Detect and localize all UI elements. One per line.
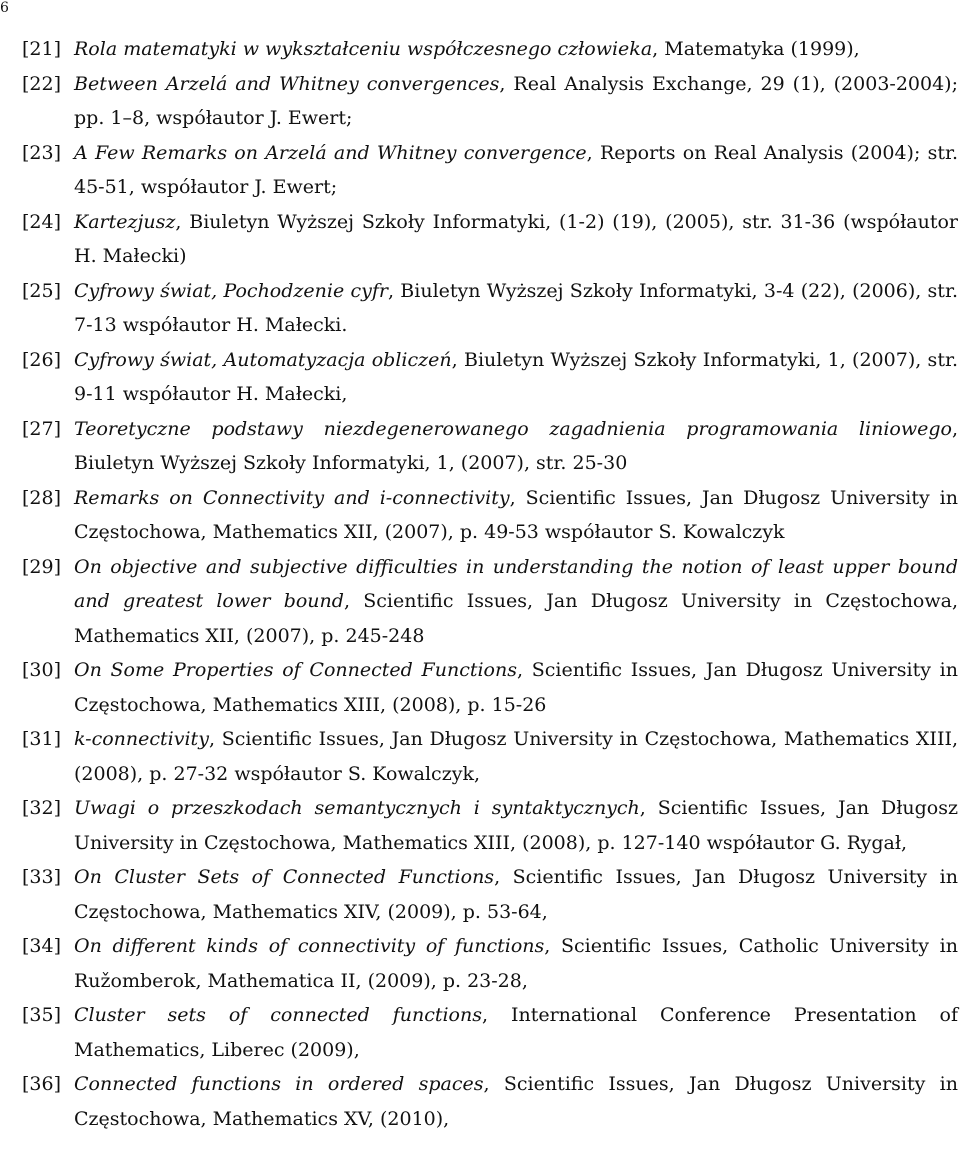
reference-details: , Real Analysis Exchange, 29 (1), (2003-2004); pp. 1–8, współautor J. Ewert; [74,72,958,129]
reference-item-36 [22,1067,958,1136]
reference-label: [35] [22,1004,62,1026]
reference-title: Cyfrowy świat, Automatyzacja obliczeń [74,348,452,371]
reference-item-27 [22,412,958,481]
reference-body [74,1067,958,1136]
reference-label: [27] [22,417,62,440]
reference-item-29 [22,550,958,654]
reference-title: Cluster sets of connected functions [74,1004,482,1026]
reference-body [74,481,958,550]
reference-details: , Biuletyn Wyższej Szkoły Informatyki, (1-2) (19), (2005), str. 31-36 (współautor H. Małecki) [74,210,958,267]
reference-body [74,205,958,274]
reference-item-28 [22,481,958,550]
reference-details: , Scientific Issues, Jan Długosz University in Częstochowa, Mathematics XIII, (2008), p. 15-26 [74,659,959,716]
reference-title: Uwagi o przeszkodach semantycznych i syntaktycznych [74,797,640,819]
reference-title: Connected functions in ordered spaces [74,1073,484,1095]
reference-title: Remarks on Connectivity and i-connectivity [74,486,510,509]
reference-body [74,67,958,136]
reference-details: , Biuletyn Wyższej Szkoły Informatyki, 3-4 (22), (2006), str. 7-13 współautor H. Małecki. [74,279,958,336]
reference-list [22,32,958,1136]
reference-item-24 [22,205,958,274]
reference-title: Rola matematyki w wykształceniu współczesnego człowieka [74,38,653,60]
page-number: 6 [0,0,9,16]
reference-item-26 [22,343,958,412]
reference-label: [32] [22,797,62,819]
reference-body [74,653,958,722]
reference-label: [24] [22,210,62,233]
reference-item-33 [22,860,958,929]
reference-item-30 [22,653,958,722]
reference-title: Between Arzelá and Whitney convergences [74,72,500,95]
reference-body [74,343,958,412]
reference-label: [26] [22,348,62,371]
reference-body [74,929,958,998]
reference-label: [23] [22,141,62,164]
reference-body [74,32,958,67]
reference-details: , Scientific Issues, Jan Długosz University in Częstochowa, Mathematics XIII, (2008), p. 27-32 współautor S. Kowalczyk, [74,728,958,785]
reference-label: [33] [22,866,62,888]
reference-item-34 [22,929,958,998]
reference-label: [30] [22,659,62,681]
reference-body [74,136,958,205]
reference-title: Cyfrowy świat, Pochodzenie cyfr [74,279,388,302]
reference-body [74,998,958,1067]
reference-details: , Scientific Issues, Jan Długosz University in Częstochowa, Mathematics XIII, (2008), p. 127-140 współautor G. Rygał, [74,797,958,854]
reference-details: , Scientific Issues, Jan Długosz University in Częstochowa, Mathematics XII, (2007), p. 49-53 współautor S. Kowalczyk [74,486,958,543]
reference-details: , Scientific Issues, Jan Długosz University in Częstochowa, Mathematics XII, (2007), p. 245-248 [74,590,958,647]
reference-details: , Biuletyn Wyższej Szkoły Informatyki, 1, (2007), str. 9-11 współautor H. Małecki, [74,348,958,405]
reference-title: k-connectivity [74,728,209,750]
reference-title: Teoretyczne podstawy niezdegenerowanego zagadnienia programowania liniowego [74,417,952,440]
reference-title: Kartezjusz [74,210,176,233]
reference-item-23 [22,136,958,205]
reference-title: A Few Remarks on Arzelá and Whitney convergence [74,141,587,164]
reference-title: On objective and subjective difficulties in understanding the notion of least upper bound and greatest lower bound [74,555,958,612]
reference-details: , Matematyka (1999), [652,38,860,60]
reference-label: [25] [22,279,62,302]
reference-label: [29] [22,555,62,578]
reference-details: , Scientific Issues, Catholic University in Ružomberok, Mathematica II, (2009), p. 23-28, [74,935,958,992]
reference-item-35 [22,998,958,1067]
reference-label: [36] [22,1073,62,1095]
reference-item-32 [22,791,958,860]
reference-label: [31] [22,728,62,750]
reference-details: , Scientific Issues, Jan Długosz University in Częstochowa, Mathematics XIV, (2009), p. 53-64, [74,866,958,923]
reference-details: , Reports on Real Analysis (2004); str. 45-51, współautor J. Ewert; [74,141,958,198]
reference-item-31 [22,722,958,791]
reference-details: , International Conference Presentation of Mathematics, Liberec (2009), [74,1004,958,1061]
reference-body [74,550,958,654]
reference-details: , Biuletyn Wyższej Szkoły Informatyki, 1, (2007), str. 25-30 [74,417,958,474]
reference-body [74,860,958,929]
reference-label: [22] [22,72,62,95]
reference-title: On Some Properties of Connected Functions [74,659,517,681]
reference-details: , Scientific Issues, Jan Długosz University in Częstochowa, Mathematics XV, (2010), [74,1073,958,1130]
reference-label: [34] [22,935,62,957]
reference-title: On Cluster Sets of Connected Functions [74,866,495,888]
reference-body [74,274,958,343]
reference-body [74,791,958,860]
reference-body [74,412,958,481]
reference-label: [28] [22,486,62,509]
reference-item-25 [22,274,958,343]
reference-body [74,722,958,791]
reference-title: On different kinds of connectivity of functions [74,935,545,957]
reference-label: [21] [22,38,62,60]
reference-item-22 [22,67,958,136]
reference-item-21 [22,32,958,67]
